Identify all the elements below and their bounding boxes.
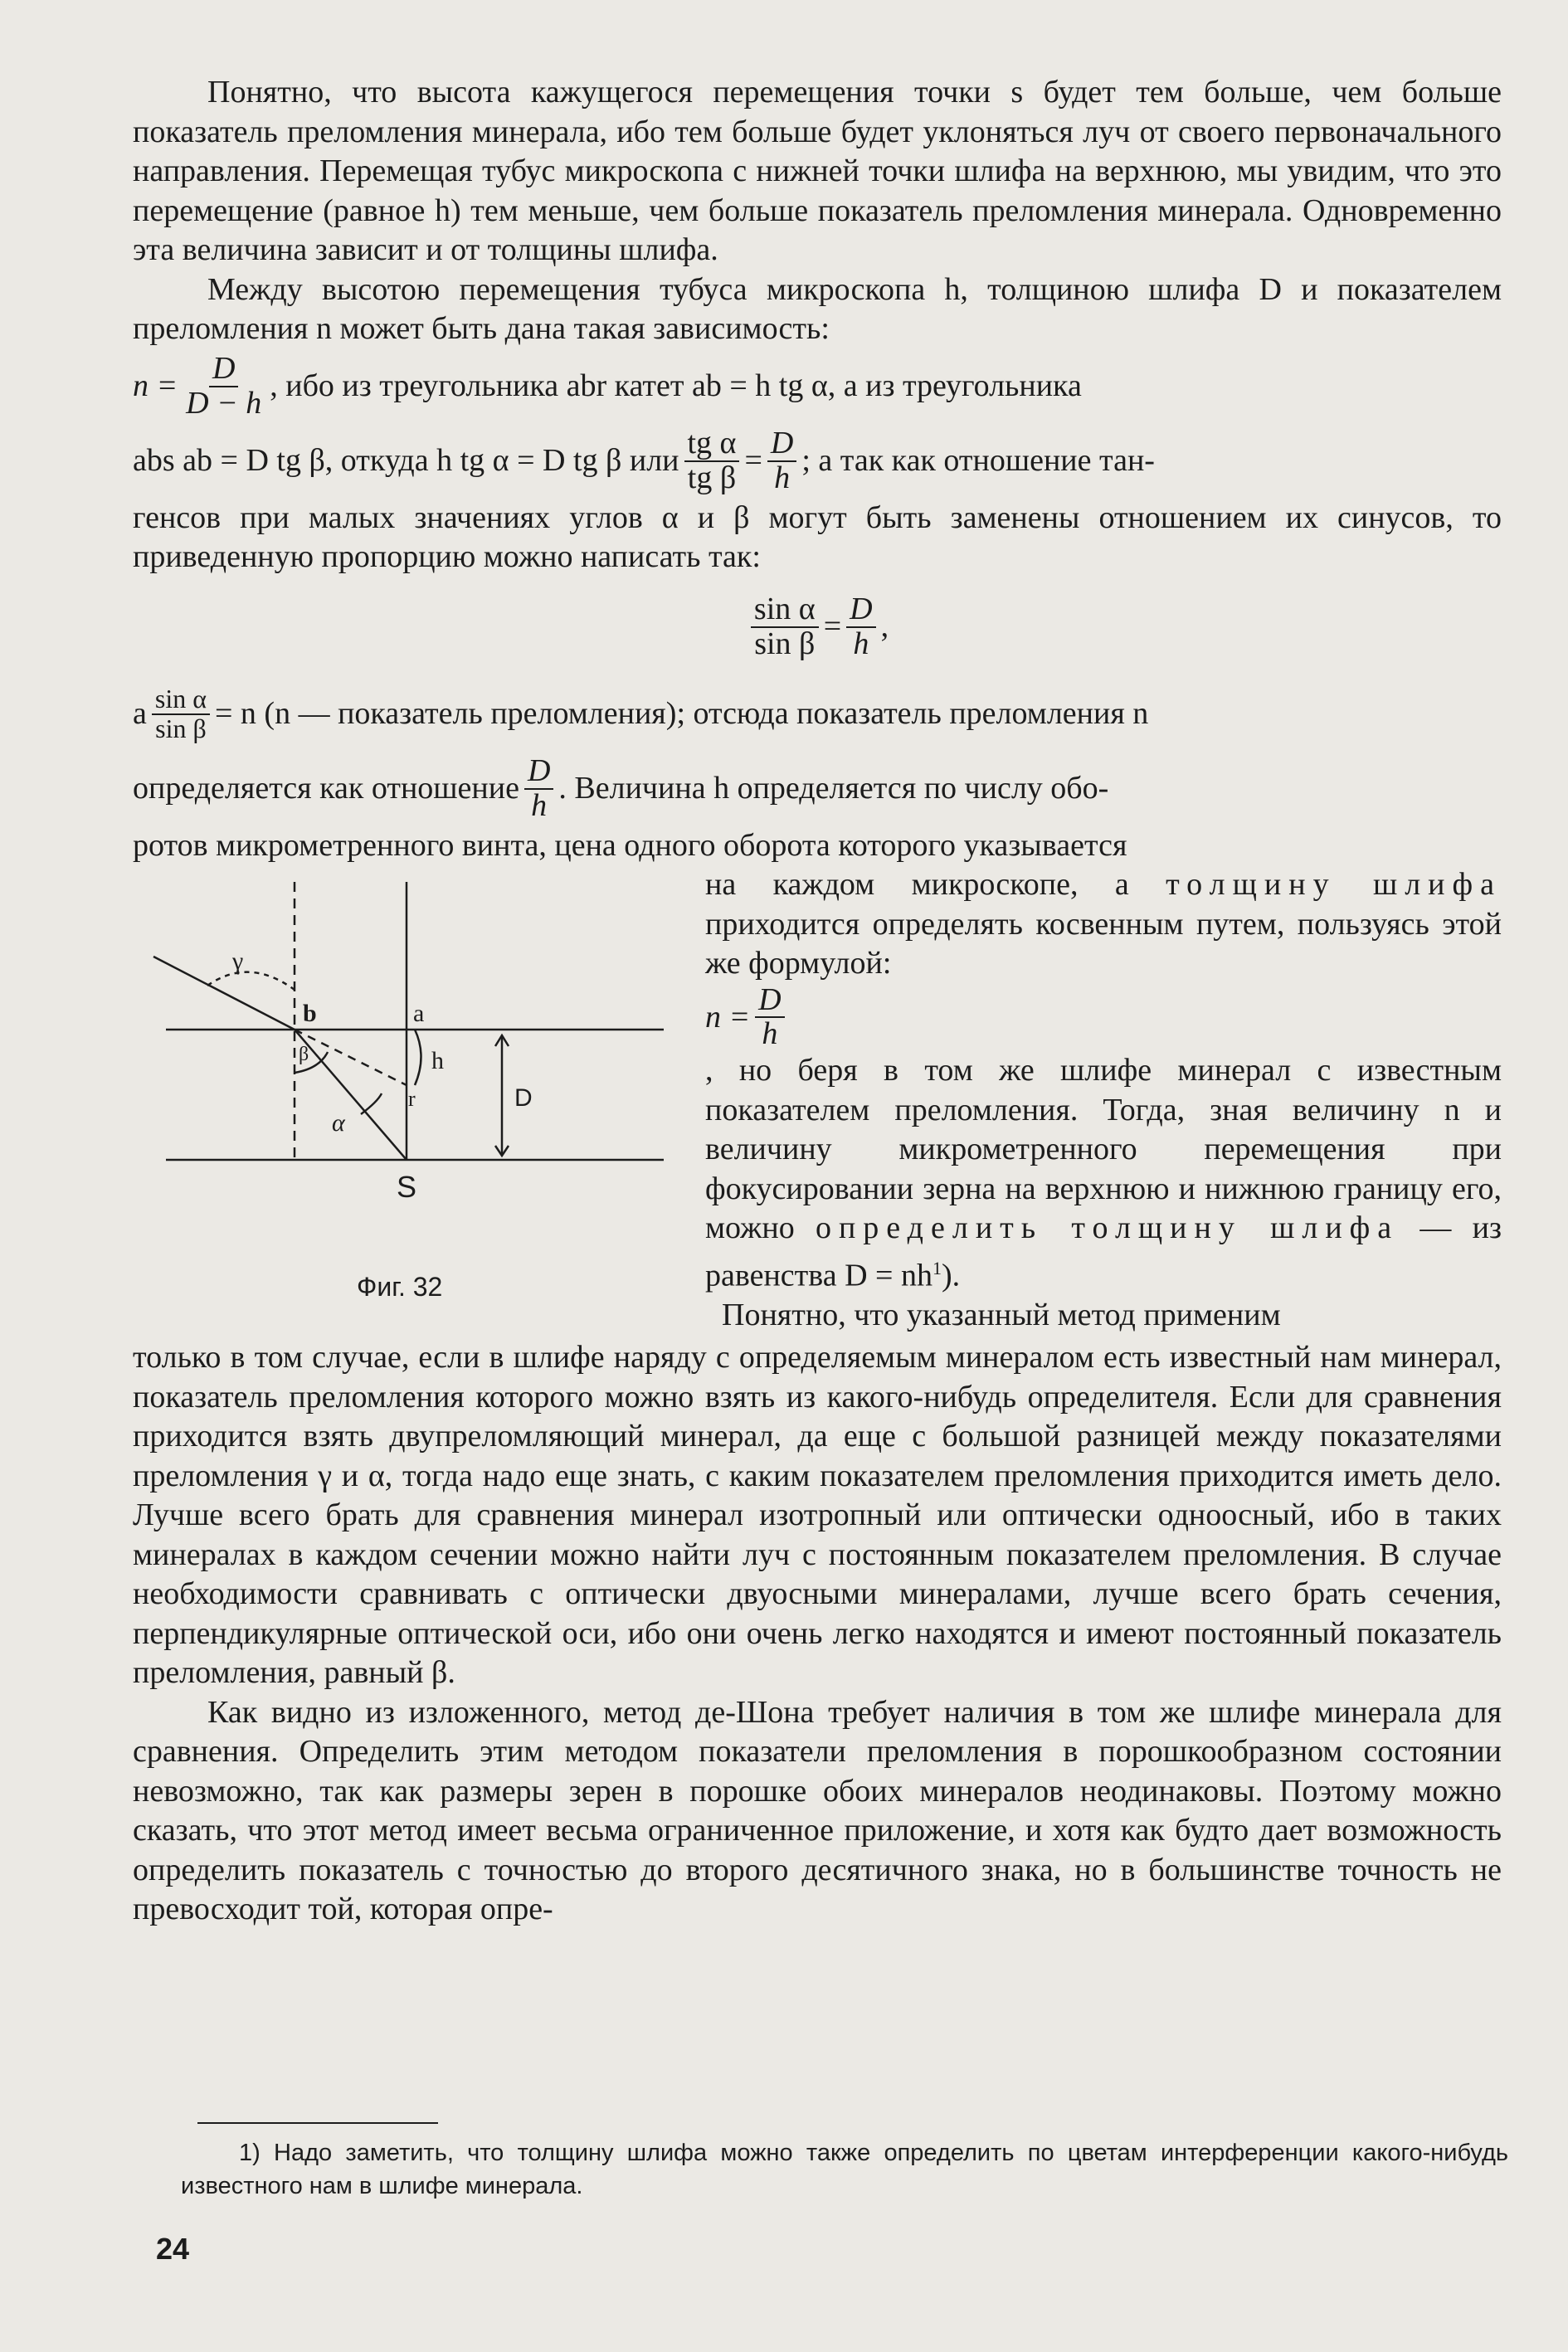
eq5-pre: определяется как отношение (133, 770, 519, 806)
figure-caption: Фиг. 32 (357, 1272, 443, 1302)
eq2-numerator-1: tg α (684, 427, 740, 462)
figure-text-para (705, 865, 1502, 984)
eq5-numerator: D (524, 755, 553, 790)
eq1-numerator: D (209, 353, 238, 387)
angle-alpha-arc (361, 1093, 382, 1114)
equation-sin-ratio (133, 577, 1502, 677)
paragraph-2: Между высотою перемещения тубуса микроскопа h, толщиною шлифа D и показателем преломления n может быть дана такая зависимость: (133, 271, 1502, 346)
fig-text-2b: приходится определять косвенным путем, пользуясь этой же формулой: (705, 906, 1502, 981)
angle-gamma-arc (207, 972, 295, 990)
eq4-pre: а (133, 695, 147, 731)
eq3-fraction-sin (751, 593, 819, 661)
paragraph-1: Понятно, что высота кажущегося перемещения точки s будет тем больше, чем больше показатель преломления минерала, ибо тем больше будет уклоняться луч от своего первоначального направления. Перемещая тубус микроскопа с нижней точки шлифа на верхнюю, мы увидим, что это перемещение (равное h) тем меньше, чем больше показатель преломления минерала. Одновременно эта величина зависит и от толщины шлифа. (133, 75, 1502, 267)
label-alpha: α (332, 1109, 345, 1137)
eq1-fraction (183, 350, 265, 421)
fig-eq-post: , но беря в том же шлифе минерал с известным показателем преломления. Тогда, зная величину n и величину микрометренного перемещения при фокусировании зерна на верхнюю и нижнюю границу его, можно (705, 1053, 1502, 1246)
figure-text-last: Понятно, что указанный метод применим (722, 1297, 1281, 1332)
label-a: a (413, 1000, 425, 1027)
eq2-equals: = (744, 442, 762, 478)
refracted-ray (295, 1030, 407, 1160)
equation-line-4 (133, 677, 1502, 752)
eq3-numerator-1: sin α (751, 593, 819, 628)
fig-text-close: ). (941, 1258, 961, 1293)
eq2-numerator-2: D (767, 427, 796, 462)
equation-line-2 (133, 424, 1502, 499)
equation-line-1 (133, 349, 1502, 424)
figure-eq-line (705, 981, 1502, 1052)
label-S: S (397, 1170, 417, 1204)
eq3-numerator-2: D (846, 593, 875, 628)
eq3-denominator-1: sin β (754, 626, 816, 661)
eq5-fraction (524, 752, 553, 823)
eq1-denominator: D − h (186, 385, 262, 421)
footnote-rule (197, 2122, 438, 2124)
fig-text-1: на каждом микроскопе, а (705, 867, 1166, 902)
h-bracket (415, 1030, 421, 1085)
paragraph-5: только в том случае, если в шлифе наряду с определяемым минералом есть известный нам минерал, показатель преломления которого можно взять из какого-нибудь определителя. Если для сравнения приходится взять двупреломляющий минерал, да еще с большой разницей между показателями преломления γ и α, тогда надо еще знать, с каким показателем преломления приходится иметь дело. Лучше всего брать для сравнения минерал изотропный или оптически одноосный, ибо в таких минералах в каждом сечении можно найти луч с постоянным показателем преломления. В случае необходимости сравнивать с оптически двуосными минералами, лучше всего брать сечения, перпендикулярные оптической оси, ибо они очень легко находятся и имеют постоянный показатель преломления, равный β. (133, 1340, 1502, 1690)
eq2-pre: abs ab = D tg β, откуда h tg α = D tg β или (133, 442, 679, 478)
equation-line-5 (133, 752, 1502, 826)
eq5-denominator: h (531, 787, 548, 823)
paragraph-3: генсов при малых значениях углов α и β могут быть заменены отношением их синусов, то приведенную пропорцию можно написать так: (133, 499, 1502, 574)
fig-eq-fraction (755, 981, 784, 1052)
paragraph-4: ротов микрометренного винта, цена одного оборота которого указывается (133, 827, 1127, 863)
eq4-denominator: sin β (155, 713, 207, 743)
eq3-equals: = (823, 608, 842, 644)
fig-text-end: — из равенства D = nh (705, 1210, 1502, 1293)
fig-text-1b-sparse: толщину (1166, 867, 1337, 902)
eq1-lhs: n = (133, 368, 178, 403)
paragraph-6: Как видно из изложенного, метод де-Шона требует наличия в том же шлифе минерала для сравнения. Определить этим методом показатели преломления в порошкообразном состоянии невозможно, так как размеры зерен в порошке обоих минералов неодинаковы. Поэтому можно сказать, что этот метод имеет весьма ограниченное приложение, и хотя как будто дает возможность определить показатель с точностью до второго десятичного знака, но в большинстве точность не превосходит той, которая опре- (133, 1694, 1502, 1926)
dashed-ray-to-r (295, 1030, 407, 1085)
page-number: 24 (156, 2232, 190, 2266)
footnote-marker: 1) (239, 2140, 261, 2166)
eq1-text: , ибо из треугольника abr катет ab = h tg α, а из треугольника (270, 368, 1082, 403)
eq4-post: = n (n — показатель преломления); отсюда показатель преломления n (214, 695, 1149, 731)
fig-text-sparse: определить толщину шлифа (815, 1210, 1400, 1246)
fig-eq-denominator: h (762, 1016, 778, 1052)
refraction-diagram (133, 865, 705, 1264)
eq3-tail: , (880, 608, 889, 644)
incident-ray (153, 957, 295, 1030)
footnote (181, 2136, 1508, 2203)
eq3-fraction-dh (846, 593, 875, 661)
fig-eq-lhs: n = (705, 999, 751, 1035)
label-gamma: γ (232, 947, 244, 975)
eq2-denominator-2: h (774, 460, 791, 495)
fig-eq-numerator: D (755, 984, 784, 1019)
footnote-text: Надо заметить, что толщину шлифа можно также определить по цветам интерференции какого-нибудь известного нам в шлифе минерала. (181, 2140, 1508, 2199)
figure-side-text (705, 865, 1502, 1338)
main-text (133, 73, 1502, 1930)
fig-text-2a-sparse: шлифа (1372, 867, 1502, 902)
label-D: D (514, 1084, 533, 1112)
eq5-post: . Величина h определяется по числу обо- (558, 770, 1109, 806)
eq4-fraction (152, 685, 210, 743)
eq2-denominator-1: tg β (687, 460, 737, 495)
figure-text-para-2 (705, 1051, 1502, 1296)
eq4-numerator: sin α (152, 685, 210, 715)
label-beta: β (299, 1044, 309, 1065)
label-r: r (408, 1087, 416, 1111)
figure-32 (133, 865, 705, 1338)
eq2-post: ; а так как отношение тан- (801, 442, 1155, 478)
label-b: b (303, 1000, 317, 1027)
footnote-ref: 1 (932, 1257, 942, 1278)
eq2-fraction-dh (767, 427, 796, 495)
label-h: h (431, 1047, 444, 1074)
figure-block (133, 865, 1502, 1338)
eq2-fraction-tan (684, 427, 740, 495)
eq3-denominator-2: h (853, 626, 869, 661)
